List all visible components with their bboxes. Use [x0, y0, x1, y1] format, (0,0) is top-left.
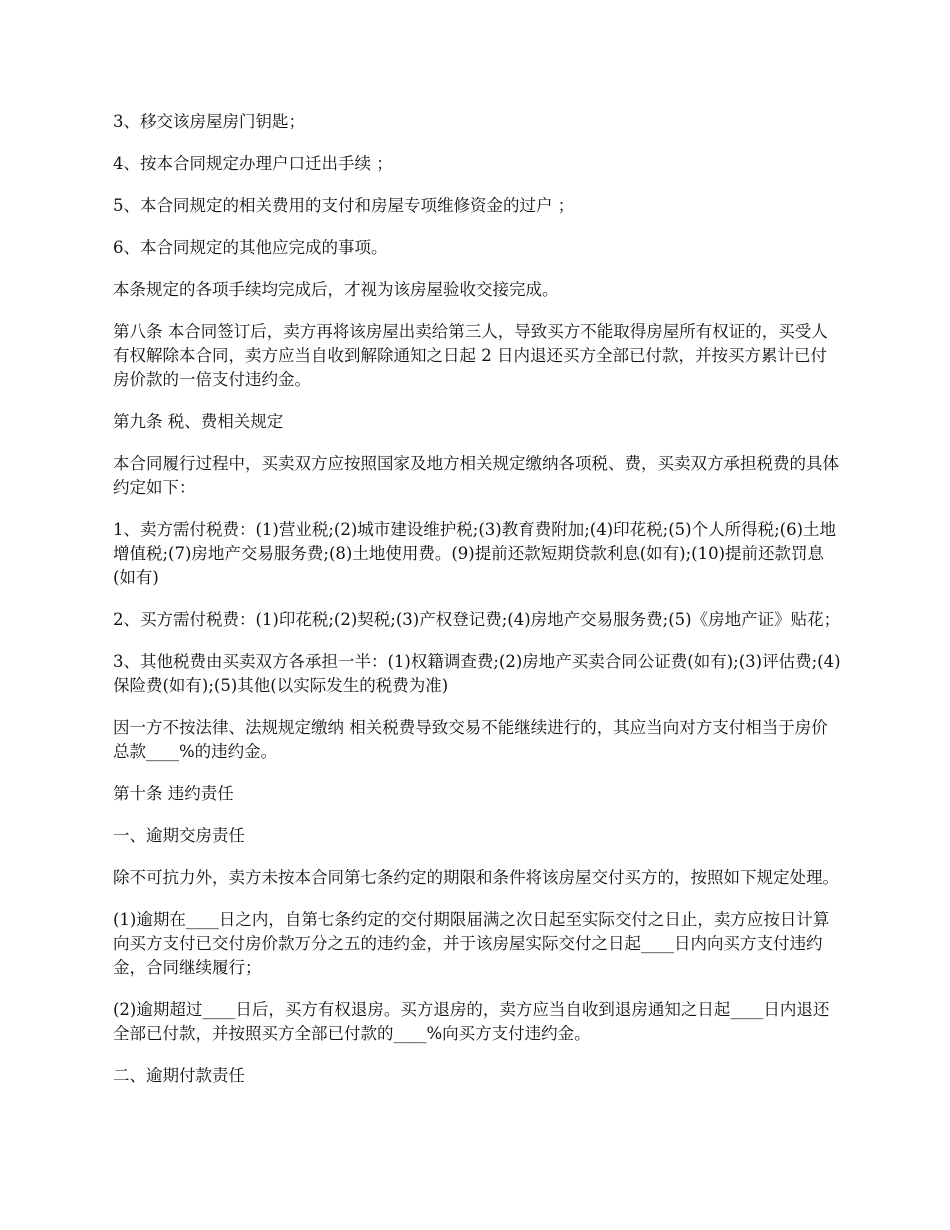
buyer-taxes: 2、买方需付税费：(1)印花税;(2)契税;(3)产权登记费;(4)房地产交易服务费;(5)《房地产证》贴花；	[113, 610, 841, 629]
article-9-intro: 本合同履行过程中，买卖双方应按照国家及地方相关规定缴纳各项税、费，买卖双方承担税费的具体约定如下：	[113, 454, 839, 497]
article-9-heading: 第九条 税、费相关规定	[113, 412, 284, 431]
article-8: 第八条 本合同签订后，卖方再将该房屋出卖给第三人，导致买方不能取得房屋所有权证的，买受人有权解除本合同，卖方应当自收到解除通知之日起 2 日内退还买方全部已付款，并按买方累计已付房价款的一倍支付违约金。	[113, 322, 828, 389]
document-body	[113, 110, 843, 1106]
item-household-registration: 4、按本合同规定办理户口迁出手续 ；	[113, 154, 393, 173]
article-10-heading: 第十条 违约责任	[113, 784, 234, 803]
seller-taxes: 1、卖方需付税费：(1)营业税;(2)城市建设维护税;(3)教育费附加;(4)印花税;(5)个人所得税;(6)土地增值税;(7)房地产交易服务费;(8)土地使用费。(9)提前还款短期贷款利息(如有);(10)提前还款罚息(如有)	[113, 520, 837, 587]
tax-default-penalty: 因一方不按法律、法规规定缴纳 相关税费导致交易不能继续进行的，其应当向对方支付相当于房价总款____%的违约金。	[113, 718, 828, 761]
item-other-matters: 6、本合同规定的其他应完成的事项。	[113, 238, 388, 257]
item-handover-keys: 3、移交该房屋房门钥匙；	[113, 112, 305, 131]
handover-complete-note: 本条规定的各项手续均完成后，才视为该房屋验收交接完成。	[113, 280, 559, 299]
late-delivery-clause-2: (2)逾期超过____日后，买方有权退房。买方退房的，卖方应当自收到退房通知之日起____日内退还全部已付款，并按照买方全部已付款的____%向买方支付违约金。	[113, 1000, 830, 1043]
shared-taxes: 3、其他税费由买卖双方各承担一半：(1)权籍调查费;(2)房地产买卖合同公证费(如有);(3)评估费;(4)保险费(如有);(5)其他(以实际发生的税费为准)	[113, 652, 841, 695]
late-payment-heading: 二、逾期付款责任	[113, 1066, 245, 1085]
item-fees-transfer: 5、本合同规定的相关费用的支付和房屋专项维修资金的过户 ；	[113, 196, 575, 215]
late-delivery-clause-1: (1)逾期在____日之内，自第七条约定的交付期限届满之次日起至实际交付之日止，卖方应按日计算向买方支付已交付房价款万分之五的违约金，并于该房屋实际交付之日起____日内向买方支付违约金，合同继续履行；	[113, 910, 830, 977]
late-delivery-intro: 除不可抗力外，卖方未按本合同第七条约定的期限和条件将该房屋交付买方的，按照如下规定处理。	[113, 868, 839, 887]
late-delivery-heading: 一、逾期交房责任	[113, 826, 245, 845]
